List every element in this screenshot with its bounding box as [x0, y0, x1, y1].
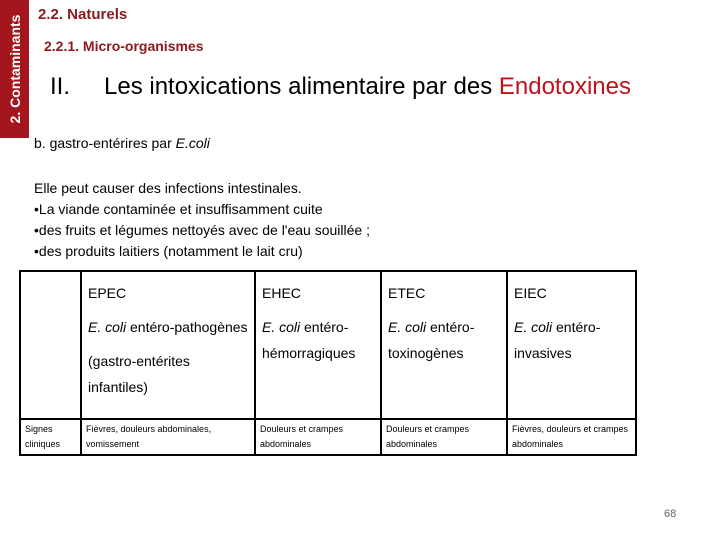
strain-type: entéro-invasives [514, 319, 601, 361]
strain-name [388, 314, 500, 366]
page-number: 68 [664, 508, 677, 520]
table-cell-empty [20, 271, 81, 419]
strain-name [88, 314, 248, 340]
strain-name [262, 314, 374, 366]
table-row [20, 419, 636, 455]
table-cell [507, 271, 636, 419]
strain-code: EPEC [88, 285, 127, 301]
subtitle-italic: E.coli [175, 135, 210, 151]
strain-code: EHEC [262, 285, 301, 301]
heading-level-2: 2.2.1. Micro-organismes [44, 38, 204, 54]
strain-type: entéro-toxinogènes [388, 319, 475, 361]
strain-genus: E. coli [88, 319, 127, 335]
strain-name [514, 314, 629, 366]
slide-title [50, 73, 631, 101]
body-line: •La viande contaminée et insuffisamment cuite [34, 201, 323, 217]
body-line: •des fruits et légumes nettoyés avec de l'eau souillée ; [34, 222, 370, 238]
clinical-signs: Fièvres, douleurs et crampes abdominales [507, 419, 636, 455]
subtitle-text: b. gastro-entérires par [34, 135, 176, 151]
subtitle [34, 135, 210, 151]
title-highlight: Endotoxines [498, 73, 631, 100]
body-line: Elle peut causer des infections intestinales. [34, 180, 302, 196]
strain-code: ETEC [388, 285, 426, 301]
body-line: •des produits laitiers (notamment le lait cru) [34, 243, 303, 259]
body-text [34, 178, 370, 262]
title-number: II. [50, 73, 71, 100]
table-cell [81, 271, 255, 419]
strain-note: (gastro-entérites infantiles) [88, 353, 190, 395]
strain-code: EIEC [514, 285, 547, 301]
ecoli-table [19, 270, 637, 456]
row-label: Signes cliniques [20, 419, 81, 455]
sidebar-label: 2. Contaminants [6, 14, 23, 124]
clinical-signs: Fièvres, douleurs abdominales, vomissement [81, 419, 255, 455]
strain-type: entéro-pathogènes [126, 319, 248, 335]
table-row [20, 271, 636, 419]
strain-genus: E. coli [514, 319, 553, 335]
clinical-signs: Douleurs et crampes abdominales [381, 419, 507, 455]
section-sidebar [0, 0, 29, 138]
table-cell [381, 271, 507, 419]
strain-type: entéro-hémorragiques [262, 319, 356, 361]
strain-genus: E. coli [388, 319, 427, 335]
strain-genus: E. coli [262, 319, 301, 335]
title-text: Les intoxications alimentaire par des [104, 73, 499, 100]
clinical-signs: Douleurs et crampes abdominales [255, 419, 381, 455]
table-cell [255, 271, 381, 419]
heading-level-1: 2.2. Naturels [38, 6, 128, 23]
